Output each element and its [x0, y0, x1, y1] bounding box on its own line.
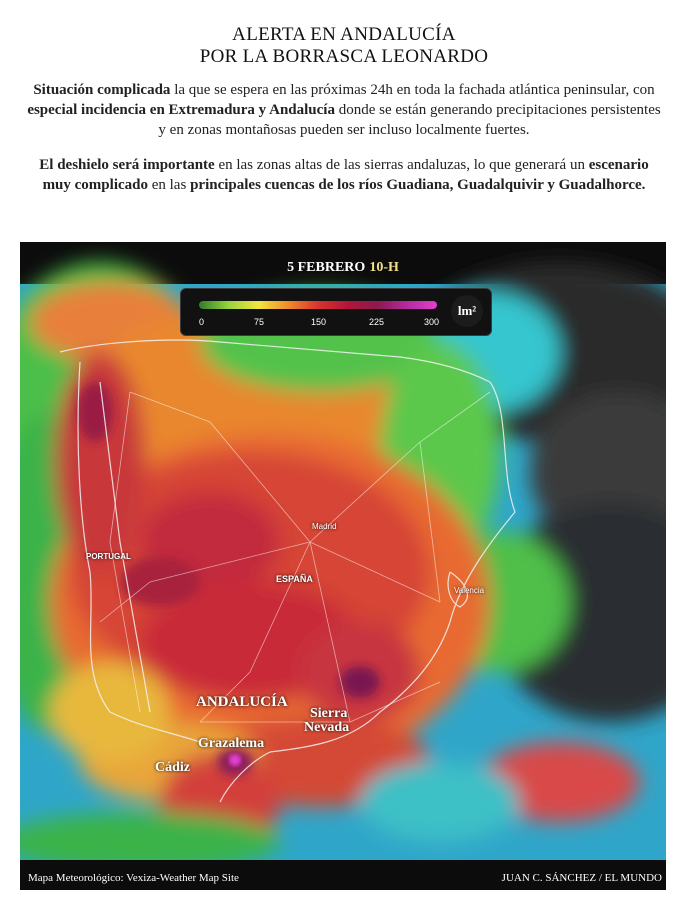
- source-credit: Mapa Meteorológico: Vexiza-Weather Map Site: [28, 872, 239, 884]
- label-espana: ESPAÑA: [276, 574, 313, 584]
- weather-map: [20, 242, 666, 890]
- label-grazalema: Grazalema: [198, 736, 265, 751]
- map-date: 5 FEBRERO: [287, 260, 366, 275]
- title-line-1: ALERTA EN ANDALUCÍA: [232, 24, 456, 45]
- para1-bold-1: Situación complicada: [33, 82, 171, 98]
- label-madrid: Madrid: [312, 522, 337, 531]
- legend-tick: 0: [199, 317, 205, 327]
- para1-text-1: la que se espera en las próximas 24h en toda la fachada atlántica peninsular, con: [170, 82, 655, 98]
- label-andalucia: ANDALUCÍA: [196, 694, 288, 710]
- map-hour: 10-H: [369, 260, 399, 275]
- para1-bold-2: especial incidencia en Extremadura y Andalucía: [27, 102, 335, 118]
- legend-tick: 300: [424, 317, 440, 327]
- para2-bold-3: principales cuencas de los ríos Guadiana, Guadalquivir y Guadalhorce.: [190, 177, 646, 193]
- para2-bold-2: escenario muy complicado: [42, 157, 649, 193]
- legend-unit: lm²: [451, 295, 483, 327]
- title-line-2: POR LA BORRASCA LEONARDO: [199, 46, 489, 67]
- para2-text-2: en las: [147, 177, 191, 193]
- para2-text-1: en las zonas altas de las sierras andaluzas, lo que generará un: [214, 157, 589, 173]
- legend-tick: 75: [254, 317, 265, 327]
- label-cadiz: Cádiz: [155, 760, 190, 775]
- label-valencia: Valencia: [454, 586, 485, 595]
- label-sierra-nevada-2: Nevada: [304, 720, 350, 735]
- legend-tick: 150: [311, 317, 327, 327]
- para2-bold-1: El deshielo será importante: [39, 157, 215, 173]
- label-portugal: PORTUGAL: [86, 552, 131, 561]
- map-date-label: [20, 260, 666, 276]
- label-sierra-nevada-1: Sierra: [310, 706, 348, 721]
- precipitation-legend: [180, 288, 492, 336]
- legend-color-scale: [199, 301, 437, 309]
- author-credit: JUAN C. SÁNCHEZ / EL MUNDO: [501, 872, 662, 884]
- second-paragraph: [26, 155, 662, 195]
- para1-text-2: donde se están generando precipitaciones persistentes y en zonas montañosas pueden ser incluso localmente fuertes.: [158, 102, 661, 138]
- legend-tick: 225: [369, 317, 385, 327]
- intro-paragraph: [26, 80, 662, 140]
